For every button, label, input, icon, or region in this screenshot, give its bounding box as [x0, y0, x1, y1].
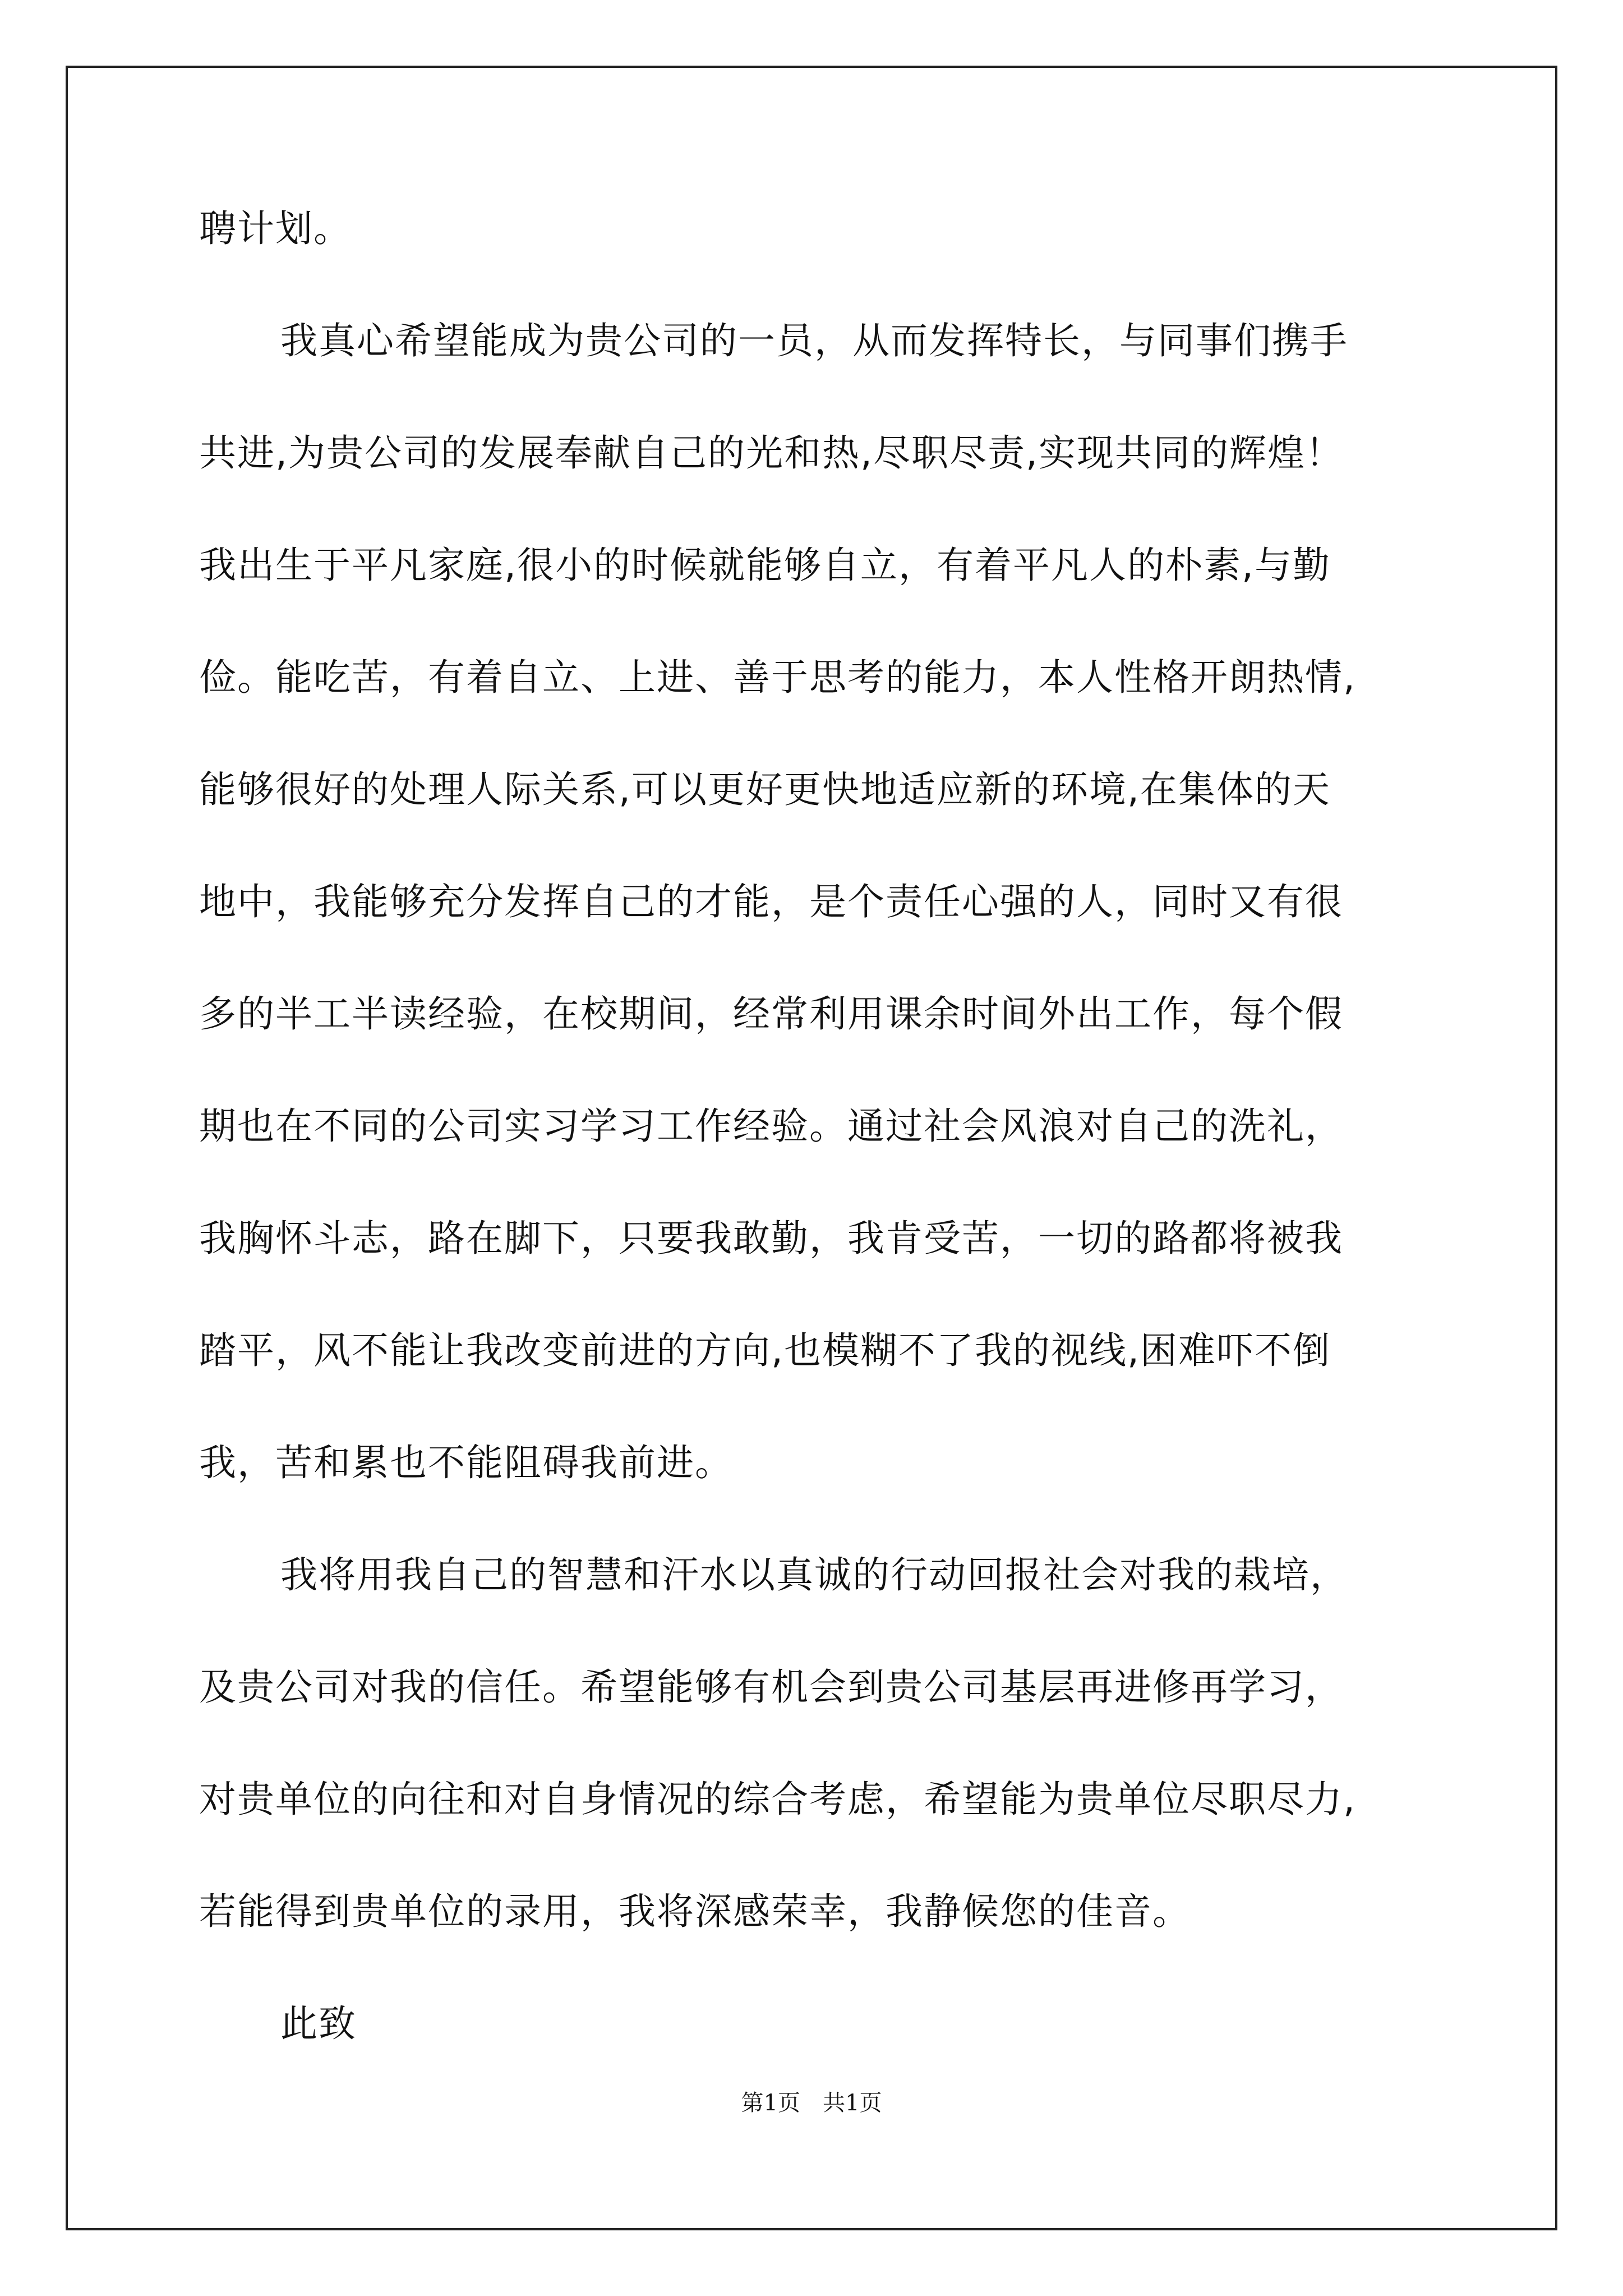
text-line: 能够很好的处理人际关系,可以更好更快地适应新的环境,在集体的天	[199, 768, 1331, 811]
text-line: 我，苦和累也不能阻碍我前进。	[199, 1441, 733, 1484]
text-line: 期也在不同的公司实习学习工作经验。通过社会风浪对自己的洗礼，	[199, 1105, 1343, 1148]
text-line: 多的半工半读经验，在校期间，经常利用课余时间外出工作，每个假	[199, 992, 1343, 1036]
text-line: 若能得到贵单位的录用，我将深感荣幸，我静候您的佳音。	[199, 1890, 1191, 1933]
closing-salutation: 此致	[280, 2002, 357, 2045]
text-line: 聘计划。	[199, 207, 352, 250]
paragraph-start-line: 我真心希望能成为贵公司的一员，从而发挥特长，与同事们携手	[280, 319, 1348, 362]
text-line: 俭。能吃苦，有着自立、上进、善于思考的能力，本人性格开朗热情,	[199, 656, 1356, 699]
text-line: 对贵单位的向往和对自身情况的综合考虑，希望能为贵单位尽职尽力,	[199, 1778, 1356, 1821]
page-number-footer: 第1页 共1页	[741, 2090, 882, 2116]
text-line: 踏平，风不能让我改变前进的方向,也模糊不了我的视线,困难吓不倒	[199, 1329, 1331, 1372]
text-line: 我出生于平凡家庭,很小的时候就能够自立，有着平凡人的朴素,与勤	[199, 544, 1331, 587]
paragraph-start-line: 我将用我自己的智慧和汗水以真诚的行动回报社会对我的栽培，	[280, 1553, 1348, 1596]
text-line: 我胸怀斗志，路在脚下，只要我敢勤，我肯受苦，一切的路都将被我	[199, 1217, 1343, 1260]
text-line: 及贵公司对我的信任。希望能够有机会到贵公司基层再进修再学习，	[199, 1665, 1343, 1709]
text-line: 地中，我能够充分发挥自己的才能，是个责任心强的人，同时又有很	[199, 880, 1343, 923]
text-line: 共进,为贵公司的发展奉献自己的光和热,尽职尽责,实现共同的辉煌！	[199, 431, 1344, 475]
